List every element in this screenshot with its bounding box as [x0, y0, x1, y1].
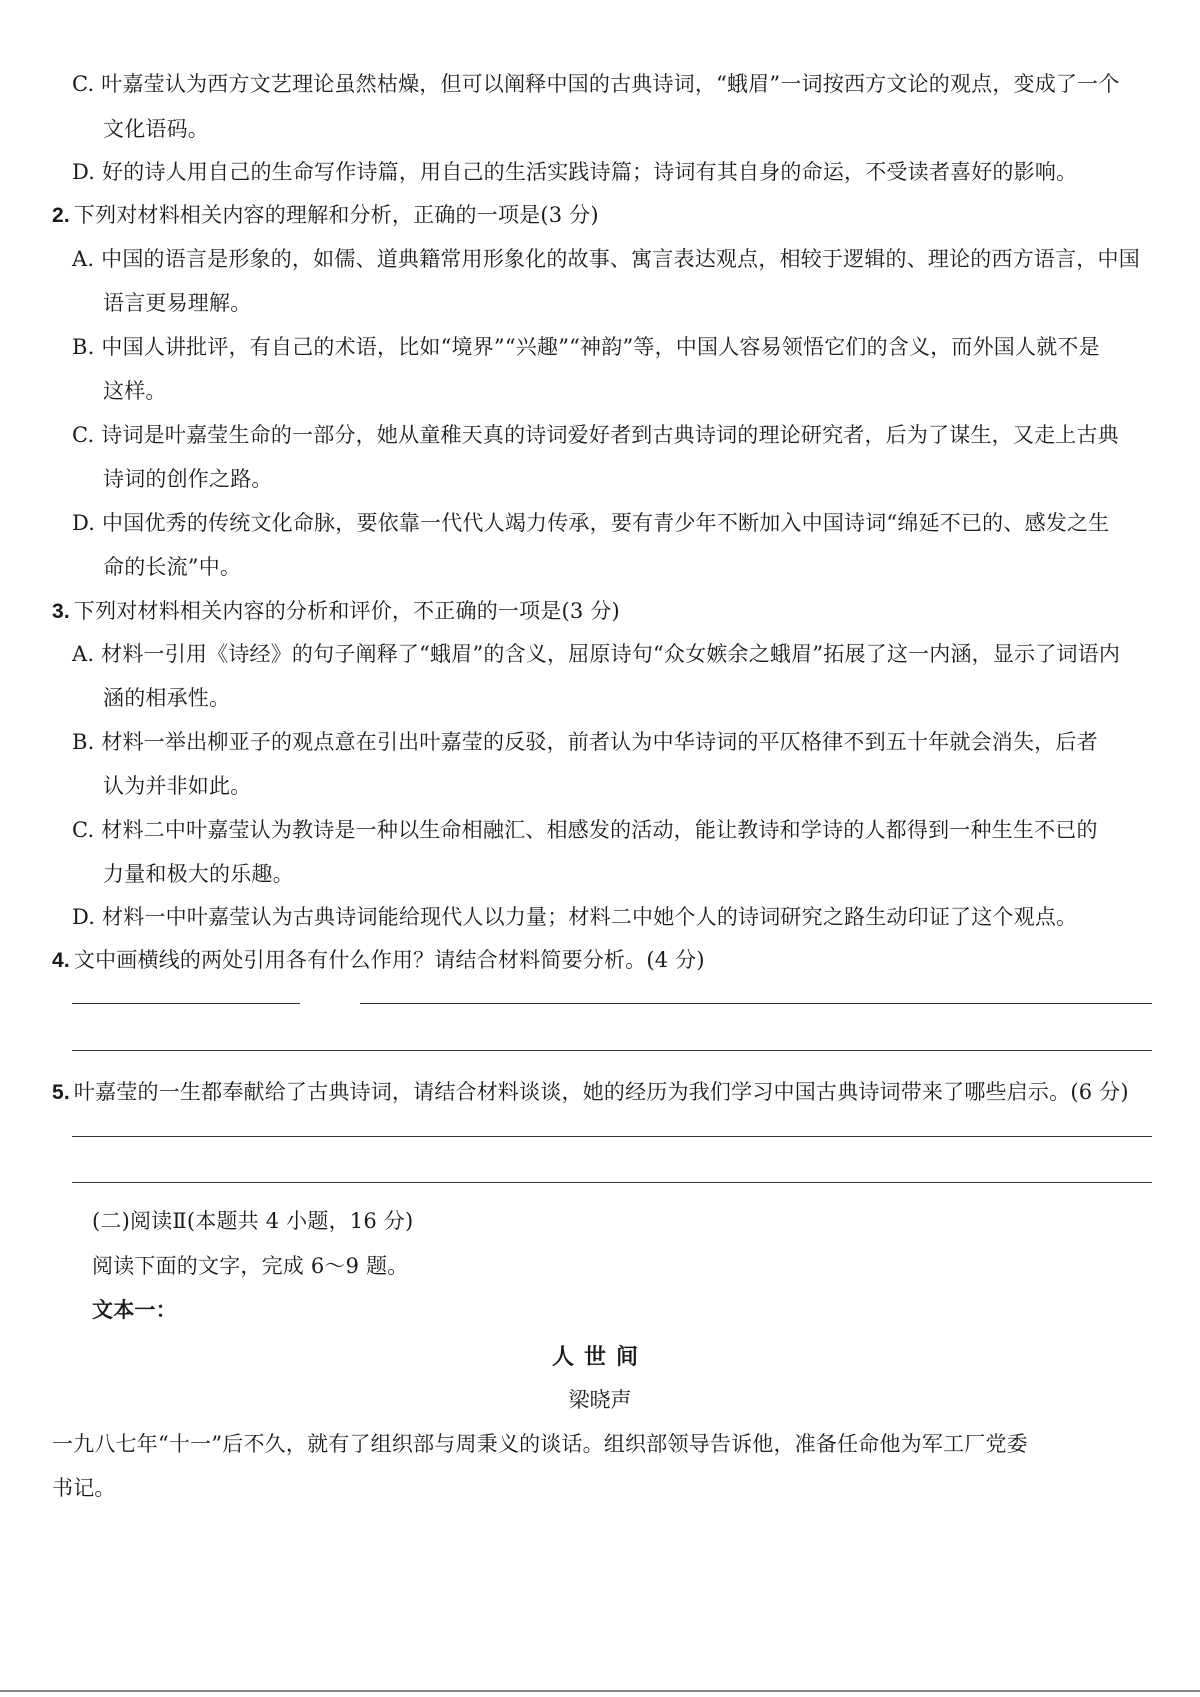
- page-bottom-rule: [0, 1690, 1200, 1692]
- q3-option-c-line1: C. 材料二中叶嘉莹认为教诗是一种以生命相融汇、相感发的活动，能让教诗和学诗的人都得到一种生生不已的: [72, 818, 1098, 842]
- q3-stem: [52, 597, 620, 626]
- q3-option-a-line1: A. 材料一引用《诗经》的句子阐释了“蛾眉”的含义，屈原诗句“众女嫉余之蛾眉”拓展了这一内涵，显示了词语内: [72, 642, 1121, 666]
- q2-option-b-line1: B. 中国人讲批评，有自己的术语，比如“境界”“兴趣”“神韵”等，中国人容易领悟它们的含义，而外国人就不是: [72, 335, 1100, 359]
- story-author: 梁晓声: [568, 1388, 632, 1412]
- q2-option-c-line1: C. 诗词是叶嘉莹生命的一部分，她从童稚天真的诗词爱好者到古典诗词的理论研究者，后为了谋生，又走上古典: [72, 423, 1119, 447]
- q3-stem-text: 下列对材料相关内容的分析和评价，不正确的一项是(3 分): [73, 599, 620, 623]
- q2-option-a-line2: 语言更易理解。: [103, 291, 252, 315]
- q4-stem: [52, 946, 705, 975]
- q2-stem: [52, 201, 599, 230]
- q5-answer-line-2[interactable]: [72, 1182, 1152, 1183]
- q5-answer-line-1[interactable]: [72, 1136, 1152, 1137]
- q2-option-d-line2: 命的长流”中。: [103, 555, 242, 579]
- q2-option-b-line2: 这样。: [103, 379, 167, 403]
- q1-option-c-line2: 文化语码。: [103, 117, 209, 141]
- q2-option-c-line2: 诗词的创作之路。: [103, 467, 273, 491]
- q4-answer-line-1b[interactable]: [360, 1003, 1152, 1004]
- story-title: 人世间: [551, 1344, 648, 1370]
- q2-option-a-line1: A. 中国的语言是形象的，如儒、道典籍常用形象化的故事、寓言表达观点，相较于逻辑的、理论的西方语言，中国: [72, 247, 1140, 271]
- q2-number: 2.: [52, 204, 70, 227]
- section-header: (二)阅读Ⅱ(本题共 4 小题，16 分): [92, 1209, 414, 1233]
- q4-stem-text: 文中画横线的两处引用各有什么作用？请结合材料简要分析。(4 分): [73, 948, 705, 972]
- q2-stem-text: 下列对材料相关内容的理解和分析，正确的一项是(3 分): [73, 203, 599, 227]
- q5-stem-text: 叶嘉莹的一生都奉献给了古典诗词，请结合材料谈谈，她的经历为我们学习中国古典诗词带来了哪些启示。(6 分): [73, 1080, 1129, 1104]
- q4-answer-line-1a[interactable]: [72, 1003, 300, 1004]
- q3-option-d: D. 材料一中叶嘉莹认为古典诗词能给现代人以力量；材料二中她个人的诗词研究之路生动印证了这个观点。: [72, 905, 1078, 929]
- q4-answer-line-2[interactable]: [72, 1050, 1152, 1051]
- q3-option-c-line2: 力量和极大的乐趣。: [103, 862, 294, 886]
- story-paragraph-line2: 书记。: [52, 1476, 116, 1500]
- q5-stem: [52, 1078, 1129, 1107]
- q1-option-c-line1: C. 叶嘉莹认为西方文艺理论虽然枯燥，但可以阐释中国的古典诗词，“蛾眉”一词按西方文论的观点，变成了一个: [72, 72, 1120, 96]
- q1-option-d: D. 好的诗人用自己的生命写作诗篇，用自己的生活实践诗篇；诗词有其自身的命运，不受读者喜好的影响。: [72, 160, 1078, 184]
- q3-option-b-line2: 认为并非如此。: [103, 774, 252, 798]
- story-paragraph-line1: 一九八七年“十一”后不久，就有了组织部与周秉义的谈话。组织部领导告诉他，准备任命他为军工厂党委: [52, 1432, 1028, 1456]
- q5-number: 5.: [52, 1081, 70, 1104]
- q2-option-d-line1: D. 中国优秀的传统文化命脉，要依靠一代代人竭力传承，要有青少年不断加入中国诗词“绵延不已的、感发之生: [72, 511, 1110, 535]
- q3-number: 3.: [52, 600, 70, 623]
- section-instruction: 阅读下面的文字，完成 6～9 题。: [92, 1254, 409, 1278]
- q4-number: 4.: [52, 949, 70, 972]
- text-label: 文本一：: [92, 1297, 177, 1322]
- q3-option-b-line1: B. 材料一举出柳亚子的观点意在引出叶嘉莹的反驳，前者认为中华诗词的平仄格律不到五十年就会消失，后者: [72, 730, 1098, 754]
- q3-option-a-line2: 涵的相承性。: [103, 686, 231, 710]
